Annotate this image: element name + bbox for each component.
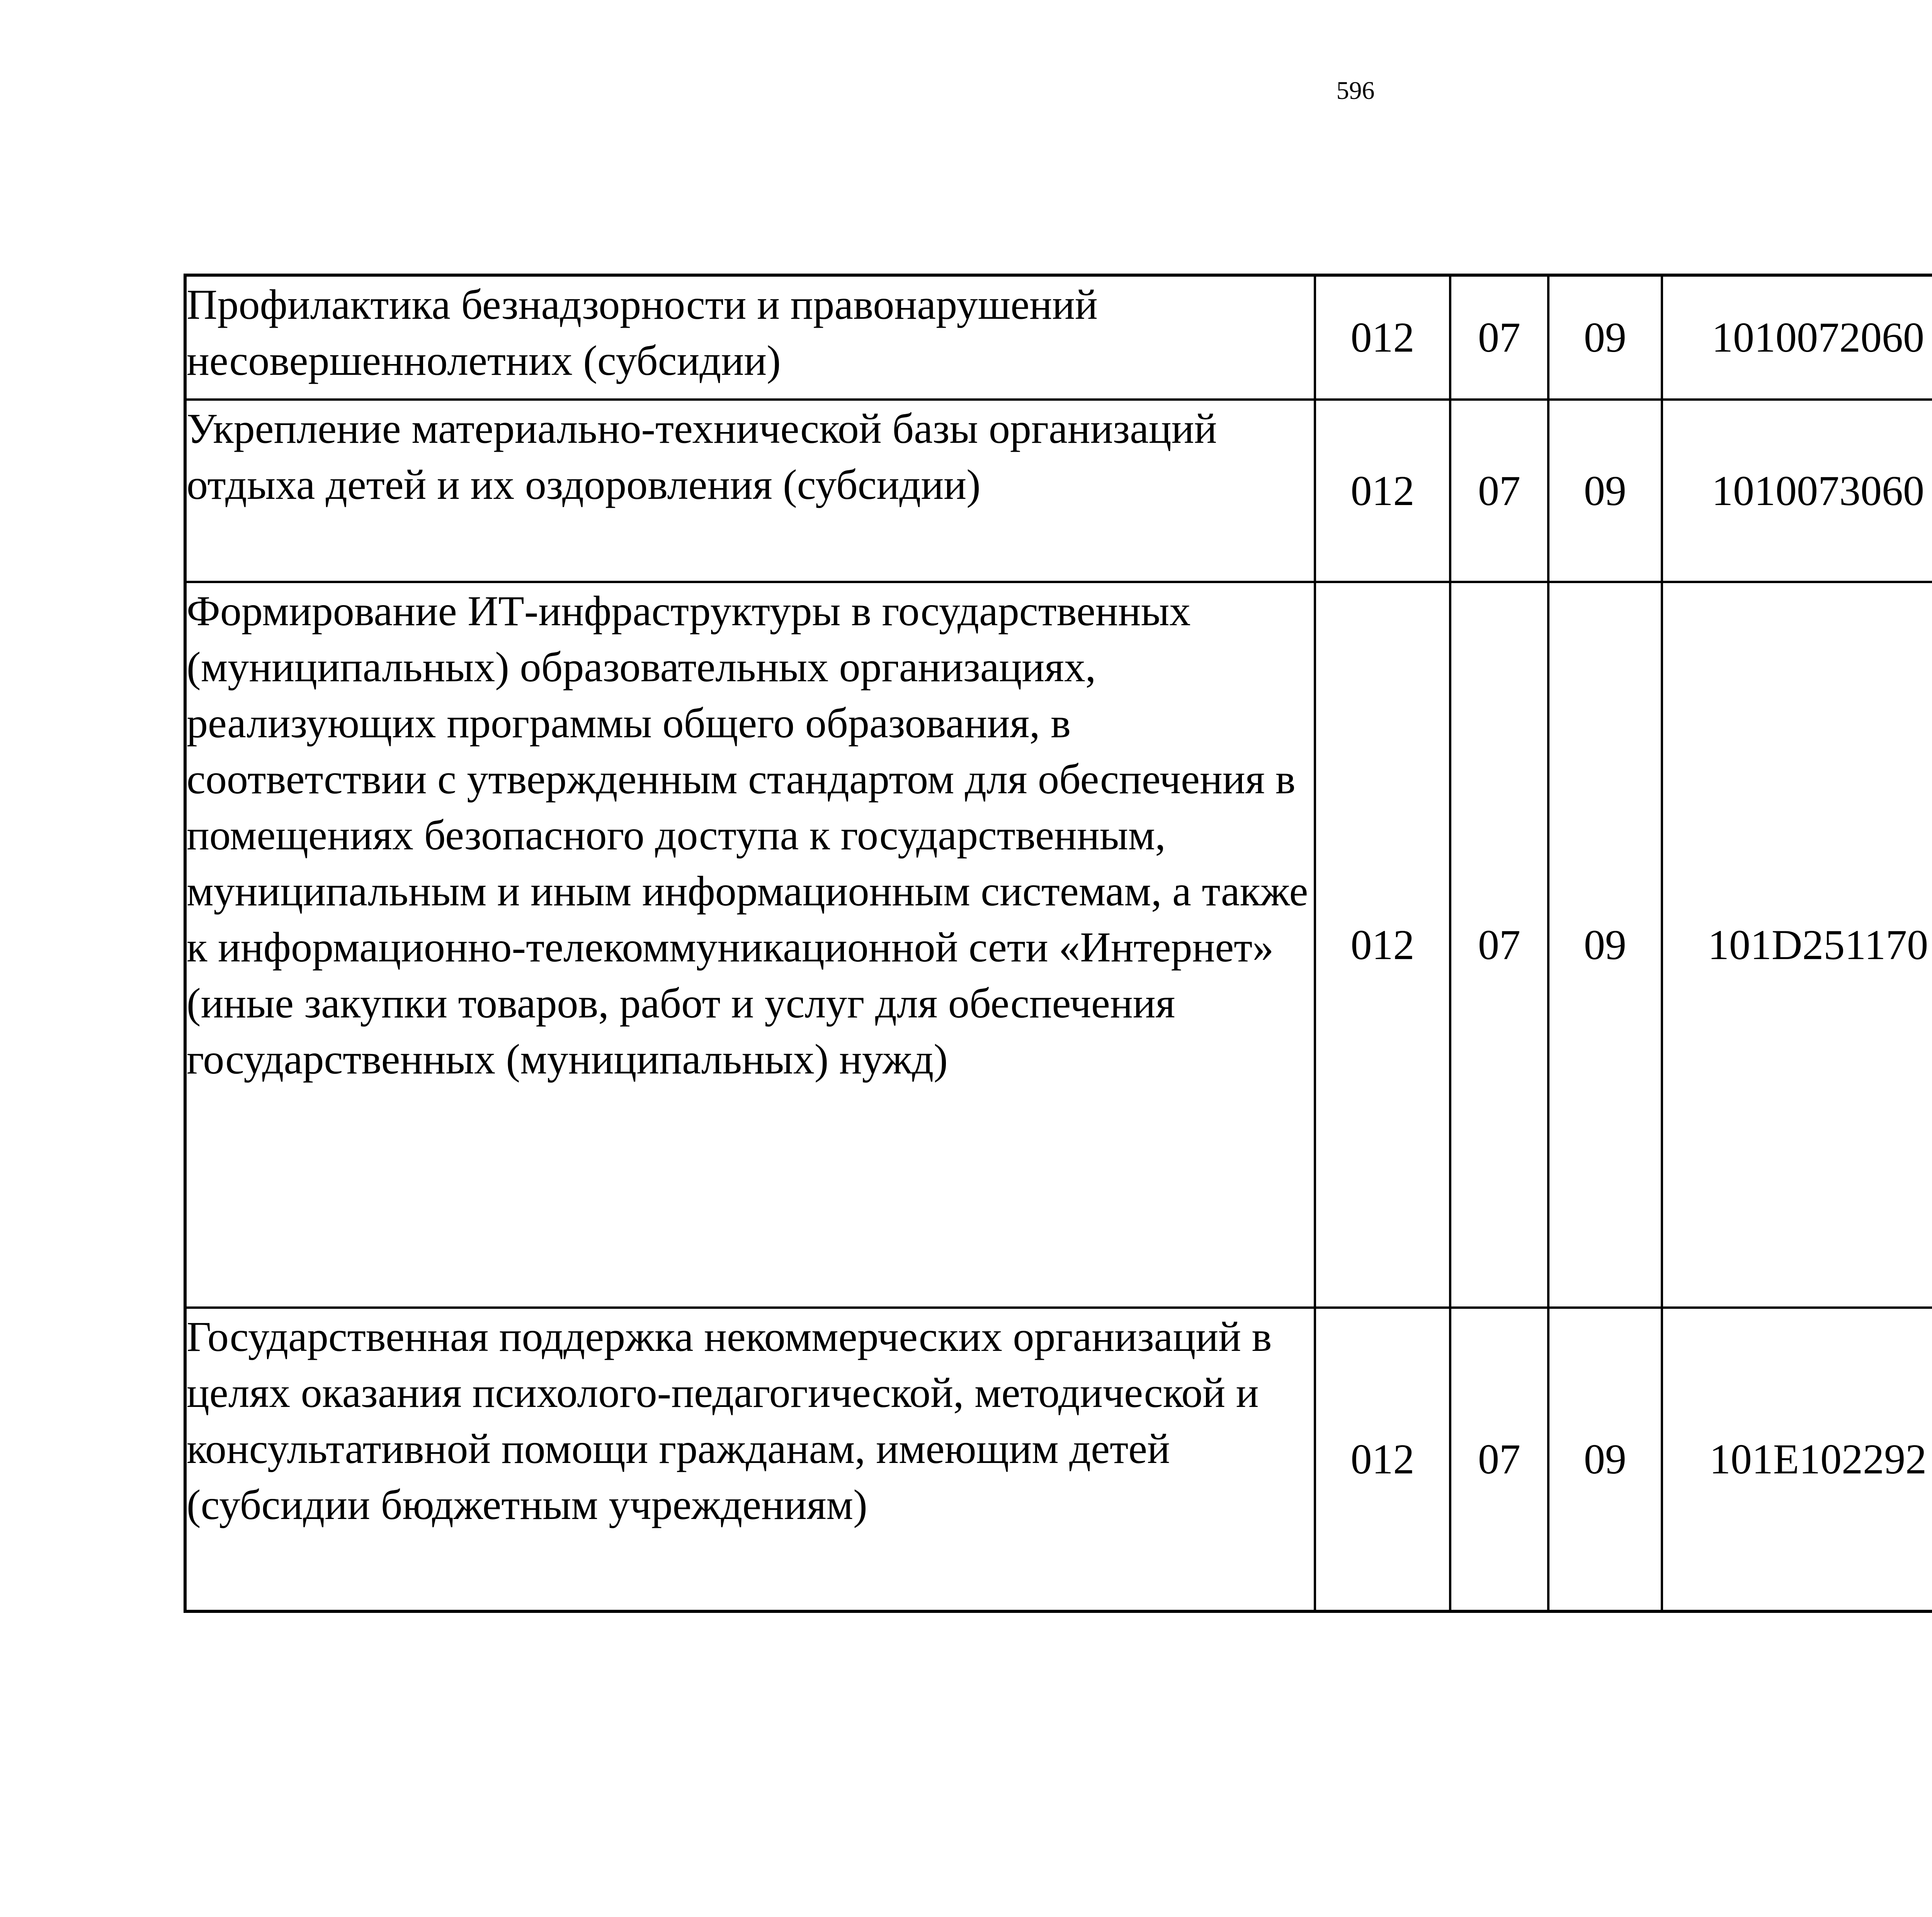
- section-code: 07: [1450, 400, 1548, 582]
- subsection-code: 09: [1548, 582, 1662, 1308]
- table-row: [185, 400, 1932, 582]
- ministry-code: 012: [1315, 400, 1450, 582]
- subsection-code: 09: [1548, 1308, 1662, 1611]
- row-description: Государственная поддержка некоммерческих организаций в целях оказания психолого-педагогической, методической и консультативной помощи гражданам, имеющим детей (субсидии бюджетным учреждениям): [185, 1308, 1315, 1611]
- subsection-code: 09: [1548, 400, 1662, 582]
- row-description: Формирование ИТ-инфраструктуры в государственных (муниципальных) образовательных организациях, реализующих программы общего образования, в соответствии с утвержденным стандартом для обеспечения в помещениях безопасного доступа к государственным, муниципальным и иным информационным системам, а также к информационно-телекоммуникационной сети «Интернет» (иные закупки товаров, работ и услуг для обеспечения государственных (муниципальных) нужд): [185, 582, 1315, 1308]
- section-code: 07: [1450, 275, 1548, 400]
- ministry-code: 012: [1315, 1308, 1450, 1611]
- ministry-code: 012: [1315, 275, 1450, 400]
- section-code: 07: [1450, 1308, 1548, 1611]
- row-description: Профилактика безнадзорности и правонарушений несовершеннолетних (субсидии): [185, 275, 1315, 400]
- table-row: [185, 582, 1932, 1308]
- budget-table: [184, 274, 1932, 1613]
- target-article-code: 1010073060: [1662, 400, 1932, 582]
- section-code: 07: [1450, 582, 1548, 1308]
- table-row: [185, 275, 1932, 400]
- ministry-code: 012: [1315, 582, 1450, 1308]
- row-description: Укрепление материально-технической базы организаций отдыха детей и их оздоровления (субсидии): [185, 400, 1315, 582]
- target-article-code: 1010072060: [1662, 275, 1932, 400]
- target-article-code: 101D251170: [1662, 582, 1932, 1308]
- subsection-code: 09: [1548, 275, 1662, 400]
- table-row: [185, 1308, 1932, 1611]
- target-article-code: 101E102292: [1662, 1308, 1932, 1611]
- page-number: 596: [1336, 77, 1375, 105]
